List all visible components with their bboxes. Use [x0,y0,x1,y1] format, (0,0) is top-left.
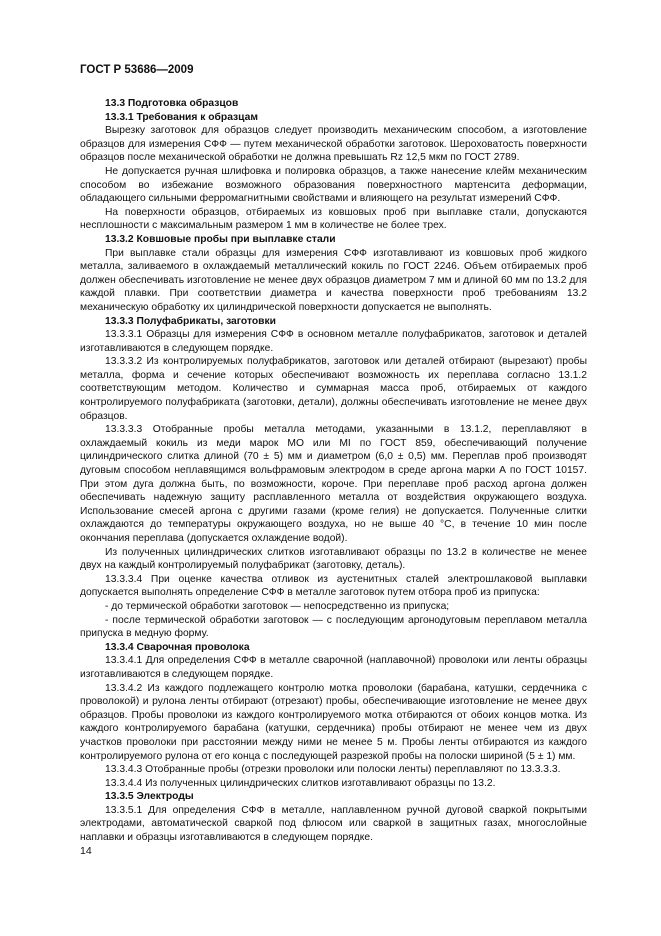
paragraph: 13.3.4.2 Из каждого подлежащего контролю мотка проволоки (барабана, катушки, сердечника с проволокой) и рулона ленты отбирают (отрезают) пробы, обеспечивающие изготовление не менее двух образцов. Пробы проволоки из каждого контролируемого мотка отбираются от обоих концов мотка. Из каждого контролируемого барабана (катушки, сердечника) пробы отбирают не менее чем из двух участков проволоки при расстоянии между ними не менее 5 м. Пробы ленты отбираются из каждого контролируемого рулона от его конца с последующей разрезкой пробы на полоски шириной (5 ± 1) мм. [80,682,587,762]
paragraph: 13.3.5.1 Для определения СФФ в металле, наплавленном ручной дуговой сваркой покрытыми электродами, автоматической сваркой под флюсом или сваркой в защитных газах, многослойные наплавки и образцы изготавливаются в следующем порядке. [80,804,587,844]
paragraph: Из полученных цилиндрических слитков изготавливают образцы по 13.2 в количестве не менее двух на каждый контролируемый полуфабрикат (заготовку, деталь). [80,546,587,572]
paragraph: 13.3.4.3 Отобранные пробы (отрезки проволоки или полоски ленты) переплавляют по 13.3.3.3. [105,764,561,776]
paragraph: При выплавке стали образцы для измерения СФФ изготавливают из ковшовых проб жидкого металла, заливаемого в охлаждаемый металлический кокиль по ГОСТ 2246. Объем отбираемых проб должен обеспечивать изготовление не менее двух образцов диаметром 7 мм и длиной 60 мм по 13.2 для каждой плавки. При соответствии диаметра и качества поверхности проб требованиям 13.2 механическую обработку их цилиндрической поверхности допускается не выполнять. [80,247,587,313]
subsection-heading: 13.3.3 Полуфабрикаты, заготовки [105,315,276,327]
paragraph: 13.3.4.4 Из полученных цилиндрических слитков изготавливают образцы по 13.2. [105,777,496,789]
page-number: 14 [80,845,92,857]
list-item: - после термической обработки заготовок — с последующим аргонодуговым переплавом металла припуска в медную форму. [80,614,587,640]
paragraph: На поверхности образцов, отбираемых из ковшовых проб при выплавке стали, допускаются несплошности с максимальным размером 1 мм в количестве не более трех. [80,206,587,232]
paragraph: Вырезку заготовок для образцов следует производить механическим способом, а изготовление образцов для измерения СФФ — путем механической обработки заготовок. Шероховатость поверхности образцов после механической обработки не должна превышать Rz 12,5 мкм по ГОСТ 2789. [80,125,587,164]
document-header: ГОСТ Р 53686—2009 [80,64,194,76]
paragraph: 13.3.3.4 При оценке качества отливок из аустенитных сталей электрошлаковой выплавки допускается выполнять определение СФФ в металле заготовок путем отбора проб из припуска: [80,573,587,599]
subsection-heading: 13.3.1 Требования к образцам [105,111,258,123]
paragraph: 13.3.3.3 Отобранные пробы металла методами, указанными в 13.1.2, переплавляют в охлаждаемый кокиль из меди марок МО или МI по ГОСТ 859, обеспечивающий получение цилиндрического слитка длиной (70 ± 5) мм и диаметром (6,0 ± 0,5) мм. Переплав проб производят дуговым способом неплавящимся вольфрамовым электродом в среде аргона марки А по ГОСТ 10157. При этом дуга должна быть, по возможности, короче. При переплаве проб расход аргона должен обеспечивать надежную защиту расплавленного металла от воздействия окружающего воздуха. Использование смесей аргона с другими газами (кроме гелия) не допускается. Полученные слитки охлаждаются до температуры окружающего воздуха, но не выше 40 °С, в течение 10 мин после окончания переплава (допускается охлаждение водой). [80,424,587,544]
paragraph: 13.3.3.2 Из контролируемых полуфабрикатов, заготовок или деталей отбирают (вырезают) пробы металла, форма и сечение которых обеспечивают возможность их переплава согласно 13.1.2 соответствующим методом. Количество и суммарная масса проб, отбираемых от каждого контролируемого полуфабриката (заготовки, детали), должны обеспечивать изготовление не менее двух образцов. [80,356,587,422]
subsection-heading: 13.3.5 Электроды [105,791,194,803]
paragraph: 13.3.3.1 Образцы для измерения СФФ в основном металле полуфабрикатов, заготовок и деталей изготавливаются в следующем порядке. [80,329,587,354]
section-heading: 13.3 Подготовка образцов [105,98,239,109]
paragraph: Не допускается ручная шлифовка и полировка образцов, а также нанесение клейм механическим способом во избежание возможного образования поверхностного мартенсита деформации, обладающего сильными ферромагнитными свойствами и влияющего на результат измерений СФФ. [80,165,587,205]
subsection-heading: 13.3.2 Ковшовые пробы при выплавке стали [105,233,336,245]
subsection-heading: 13.3.4 Сварочная проволока [105,641,250,653]
document-body [80,97,587,845]
list-item: - до термической обработки заготовок — непосредственно из припуска; [105,600,450,612]
paragraph: 13.3.4.1 Для определения СФФ в металле сварочной (наплавочной) проволоки или ленты образцы изготавливаются в следующем порядке. [80,655,587,680]
